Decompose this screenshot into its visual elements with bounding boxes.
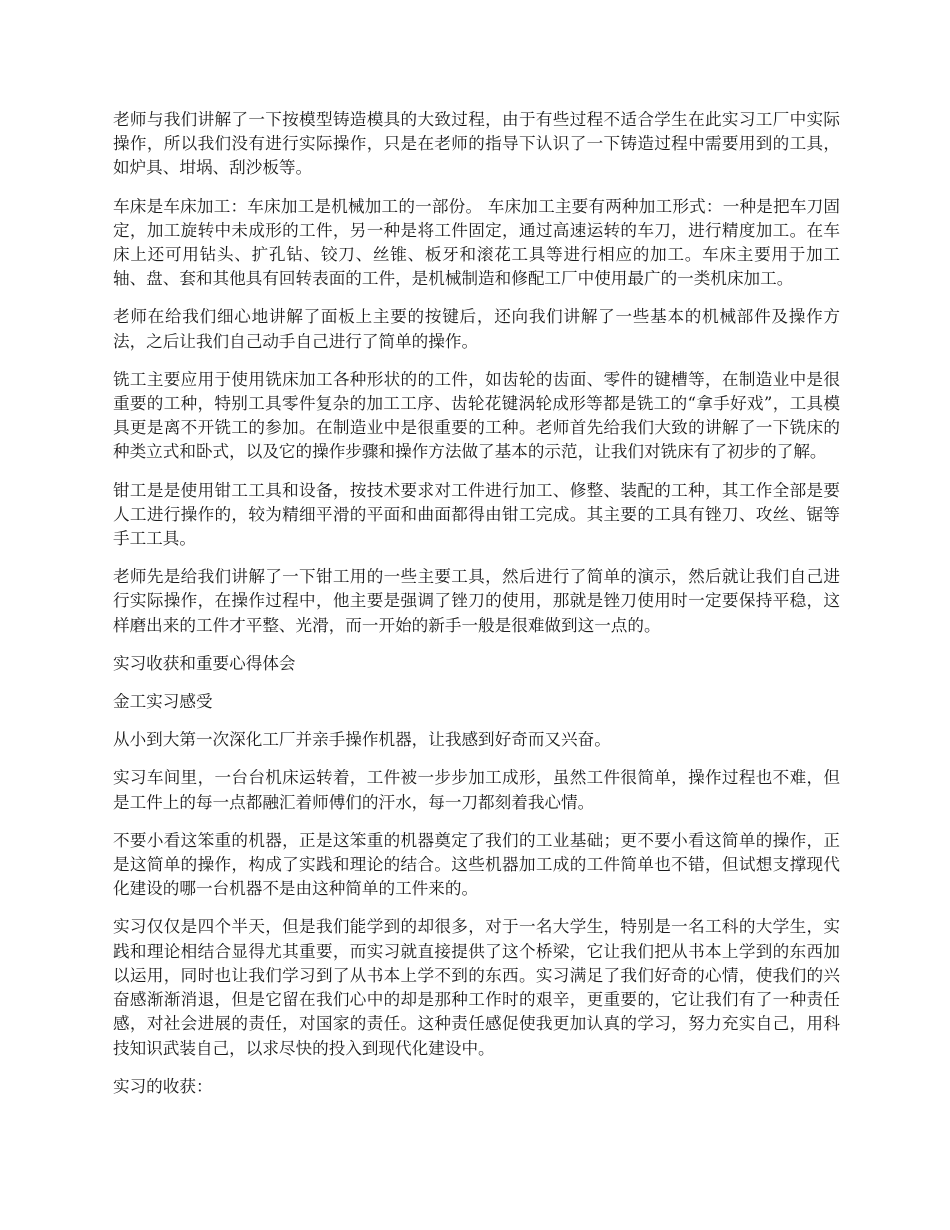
paragraph-casting-tools: 老师与我们讲解了一下按模型铸造模具的大致过程，由于有些过程不适合学生在此实习工厂中实际操作，所以我们没有进行实际操作，只是在老师的指导下认识了一下铸造过程中需要用到的工具，如炉具、坩埚、刮沙板等。 xyxy=(113,110,840,178)
document-body xyxy=(113,108,840,1113)
paragraph-fitter-teaching: 老师先是给我们讲解了一下钳工用的一些主要工具，然后进行了简单的演示，然后就让我们自己进行实际操作，在操作过程中，他主要是强调了锉刀的使用，那就是锉刀使用时一定要保持平稳，这样磨出来的工件才平整、光滑，而一开始的新手一般是很难做到这一点的。 xyxy=(113,567,840,635)
paragraph-lathe-teaching: 老师在给我们细心地讲解了面板上主要的按键后，还向我们讲解了一些基本的机械部件及操作方法，之后让我们自己动手自己进行了简单的操作。 xyxy=(113,307,840,351)
paragraph-first-time: 从小到大第一次深化工厂并亲手操作机器，让我感到好奇而又兴奋。 xyxy=(113,730,611,750)
paragraph-milling: 铣工主要应用于使用铣床加工各种形状的的工件，如齿轮的齿面、零件的键槽等，在制造业中是很重要的工种，特别工具零件复杂的加工工序、齿轮花键涡轮成形等都是铣工的“拿手好戏”，工具模具更是离不开铣工的参加。在制造业中是很重要的工种。老师首先给我们大致的讲解了一下铣床的种类立式和卧式，以及它的操作步骤和操作方法做了基本的示范，让我们对铣床有了初步的了解。 xyxy=(113,369,840,462)
paragraph-reflection: 实习仅仅是四个半天，但是我们能学到的却很多，对于一名大学生，特别是一名工科的大学生，实践和理论相结合显得尤其重要，而实习就直接提供了这个桥梁，它让我们把从书本上学到的东西加以运用，同时也让我们学习到了从书本上学不到的东西。实习满足了我们好奇的心情，使我们的兴奋感渐渐消退，但是它留在我们心中的却是那种工作时的艰辛，更重要的，它让我们有了一种责任感，对社会进展的责任，对国家的责任。这种责任感促使我更加认真的学习，努力充实自己，用科技知识武装自己，以求尽快的投入到现代化建设中。 xyxy=(113,917,840,1058)
paragraph-workshop: 实习车间里，一台台机床运转着，工件被一步步加工成形，虽然工件很简单，操作过程也不难，但是工件上的每一点都融汇着师傅们的汗水，每一刀都刻着我心情。 xyxy=(113,768,840,812)
paragraph-machines: 不要小看这笨重的机器，正是这笨重的机器奠定了我们的工业基础；更不要小看这简单的操作，正是这简单的操作，构成了实践和理论的结合。这些机器加工成的工件简单也不错，但试想支撑现代化建设的哪一台机器不是由这种简单的工件来的。 xyxy=(113,830,840,899)
paragraph-fitter: 钳工是是使用钳工工具和设备，按技术要求对工件进行加工、修整、装配的工种，其工作全部是要人工进行操作的，较为精细平滑的平面和曲面都得由钳工完成。其主要的工具有锉刀、攻丝、锯等手工工具。 xyxy=(113,480,840,549)
heading-gains: 实习的收获： xyxy=(113,1076,213,1096)
heading-harvest: 实习收获和重要心得体会 xyxy=(113,653,296,673)
paragraph-lathe-intro: 车床是车床加工：车床加工是机械加工的一部份。 车床加工主要有两种加工形式：一种是把车刀固定，加工旋转中未成形的工件，另一种是将工件固定，通过高速运转的车刀，进行精度加工。在车床上还可用钻头、扩孔钻、铰刀、丝锥、板牙和滚花工具等进行相应的加工。车床主要用于加工轴、盘、套和其他具有回转表面的工件，是机械制造和修配工厂中使用最广的一类机床加工。 xyxy=(113,196,840,289)
heading-impressions: 金工实习感受 xyxy=(113,692,213,712)
